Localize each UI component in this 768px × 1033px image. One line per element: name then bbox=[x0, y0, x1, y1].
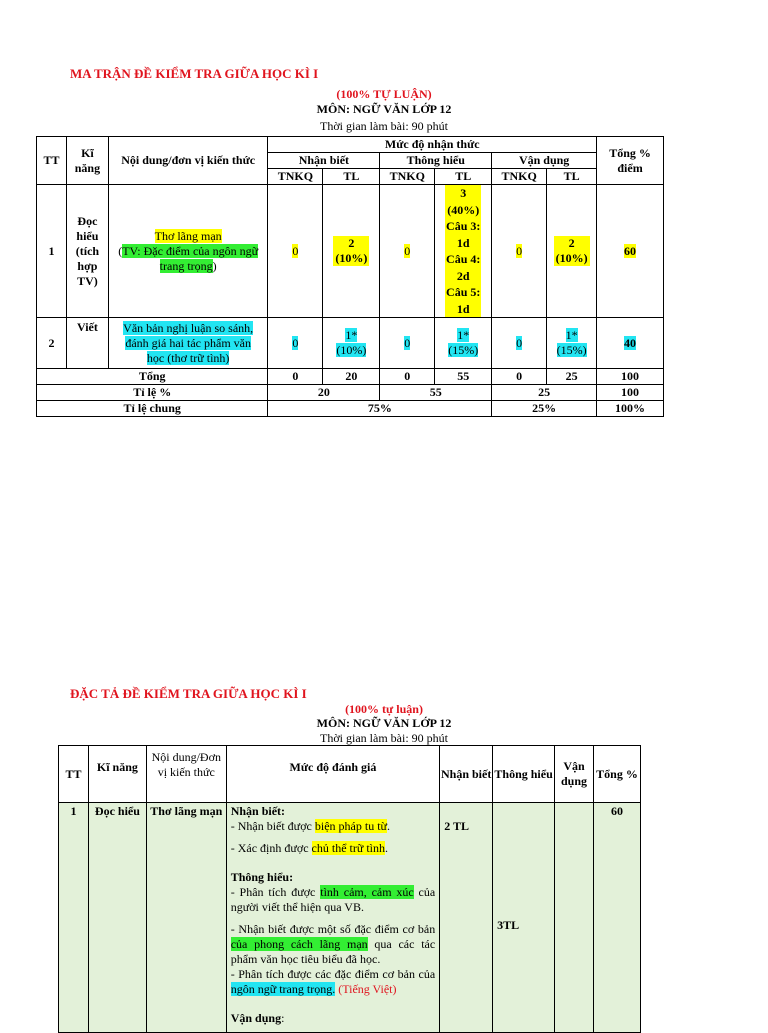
ratio-cell: 20 bbox=[268, 385, 380, 401]
matrix-subtitle: (100% TỰ LUẬN) bbox=[336, 87, 432, 101]
row2-nb-tl: 1* (10%) bbox=[323, 318, 380, 369]
hdr-tl: TL bbox=[435, 169, 492, 185]
hdr-nb: Nhận biết bbox=[268, 153, 380, 169]
sum-cell: 20 bbox=[323, 369, 380, 385]
hdr-vd: Vận dụng bbox=[492, 153, 597, 169]
sum-cell: 0 bbox=[492, 369, 547, 385]
hdr-tl: TL bbox=[547, 169, 597, 185]
row2-skill: Viết bbox=[66, 318, 108, 369]
general-cell: 100% bbox=[597, 401, 664, 417]
row1-nb-tl: 2 (10%) bbox=[323, 185, 380, 318]
hdr-content: Nội dung/đơn vị kiến thức bbox=[108, 137, 268, 185]
row1-vd-tl: 2 (10%) bbox=[547, 185, 597, 318]
row2-1-vd-count bbox=[555, 803, 594, 1033]
hdr-tl: TL bbox=[323, 169, 380, 185]
hdr2-skill: Kĩ năng bbox=[88, 746, 146, 803]
row2-1-th-count: 3TL bbox=[493, 803, 555, 1033]
sum-cell: 55 bbox=[435, 369, 492, 385]
hdr2-vd: Vận dụng bbox=[555, 746, 594, 803]
row2-1-skill: Đọc hiểu bbox=[88, 803, 146, 1033]
row2-vd-tnkq: 0 bbox=[492, 318, 547, 369]
row2-total: 40 bbox=[597, 318, 664, 369]
row2-1-content: Thơ lãng mạn bbox=[146, 803, 226, 1033]
spec-subject: MÔN: NGỮ VĂN LỚP 12 bbox=[316, 716, 452, 730]
matrix-time: Thời gian làm bài: 90 phút bbox=[320, 119, 448, 133]
row2-th-tl: 1* (15%) bbox=[435, 318, 492, 369]
sum-cell: 0 bbox=[380, 369, 435, 385]
sum-cell: 0 bbox=[268, 369, 323, 385]
hdr-total: Tổng % điểm bbox=[597, 137, 664, 185]
row1-skill: Đọc hiểu (tích hợp TV) bbox=[66, 185, 108, 318]
matrix-subject: MÔN: NGỮ VĂN LỚP 12 bbox=[316, 102, 452, 116]
hdr-tnkq: TNKQ bbox=[380, 169, 435, 185]
row2-1-assessment: Nhận biết: - Nhận biết được biện pháp tu từ. - Xác định được chủ thể trữ tình. Thông hiểu: - Phân tích được tình cảm, cảm xúc của người viết thể hiện qua VB. - Nhận biết được một số đặc điểm cơ bản của phong cách lãng mạn qua các tác phẩm văn học tiêu biểu đã học. - Phân tích được các đặc điểm cơ bản của ngôn ngữ trang trọng. (Tiếng Việt) Vận dụng: bbox=[226, 803, 440, 1033]
hdr-level: Mức độ nhận thức bbox=[268, 137, 597, 153]
row1-th-tl: 3 (40%) Câu 3: 1d Câu 4: 2d Câu 5: 1d bbox=[435, 185, 492, 318]
spec-title: ĐẶC TẢ ĐỀ KIỂM TRA GIỮA HỌC KÌ I bbox=[70, 686, 307, 701]
row2-th-tnkq: 0 bbox=[380, 318, 435, 369]
general-cell: 25% bbox=[492, 401, 597, 417]
specification-table bbox=[58, 745, 641, 1033]
hdr-th: Thông hiểu bbox=[380, 153, 492, 169]
sum-label: Tổng bbox=[37, 369, 268, 385]
ratio-cell: 100 bbox=[597, 385, 664, 401]
hdr-tnkq: TNKQ bbox=[492, 169, 547, 185]
row1-total: 60 bbox=[597, 185, 664, 318]
hdr2-assess: Mức độ đánh giá bbox=[226, 746, 440, 803]
spec-subtitle: (100% tự luận) bbox=[345, 702, 423, 716]
row1-th-tnkq: 0 bbox=[380, 185, 435, 318]
hdr2-total: Tổng % bbox=[593, 746, 640, 803]
row2-1-tt: 1 bbox=[59, 803, 89, 1033]
matrix-title: MA TRẬN ĐỀ KIỂM TRA GIỮA HỌC KÌ I bbox=[70, 66, 319, 81]
ratio-cell: 55 bbox=[380, 385, 492, 401]
row2-content: Văn bản nghị luận so sánh, đánh giá hai tác phẩm văn học (thơ trữ tình) bbox=[108, 318, 268, 369]
ratio-label: Tỉ lệ % bbox=[37, 385, 268, 401]
hdr2-th: Thông hiểu bbox=[493, 746, 555, 803]
general-cell: 75% bbox=[268, 401, 492, 417]
hdr-tnkq: TNKQ bbox=[268, 169, 323, 185]
spec-time: Thời gian làm bài: 90 phút bbox=[320, 731, 448, 745]
row2-nb-tnkq: 0 bbox=[268, 318, 323, 369]
sum-cell: 100 bbox=[597, 369, 664, 385]
row1-nb-tnkq: 0 bbox=[268, 185, 323, 318]
hdr2-tt: TT bbox=[59, 746, 89, 803]
row2-1-total: 60 bbox=[593, 803, 640, 1033]
row2-vd-tl: 1* (15%) bbox=[547, 318, 597, 369]
ratio-cell: 25 bbox=[492, 385, 597, 401]
hdr-skill: Kĩ năng bbox=[66, 137, 108, 185]
hdr2-nb: Nhận biết bbox=[440, 746, 493, 803]
knowledge-matrix-table bbox=[36, 136, 664, 417]
sum-cell: 25 bbox=[547, 369, 597, 385]
hdr2-content: Nội dung/Đơn vị kiến thức bbox=[146, 746, 226, 803]
general-label: Tỉ lệ chung bbox=[37, 401, 268, 417]
hdr-tt: TT bbox=[37, 137, 67, 185]
row1-tt: 1 bbox=[37, 185, 67, 318]
row1-vd-tnkq: 0 bbox=[492, 185, 547, 318]
row2-1-nb-count: 2 TL bbox=[440, 803, 493, 1033]
row1-content: Thơ lãng mạn (TV: Đặc điểm của ngôn ngữ trang trọng) bbox=[108, 185, 268, 318]
row2-tt: 2 bbox=[37, 318, 67, 369]
